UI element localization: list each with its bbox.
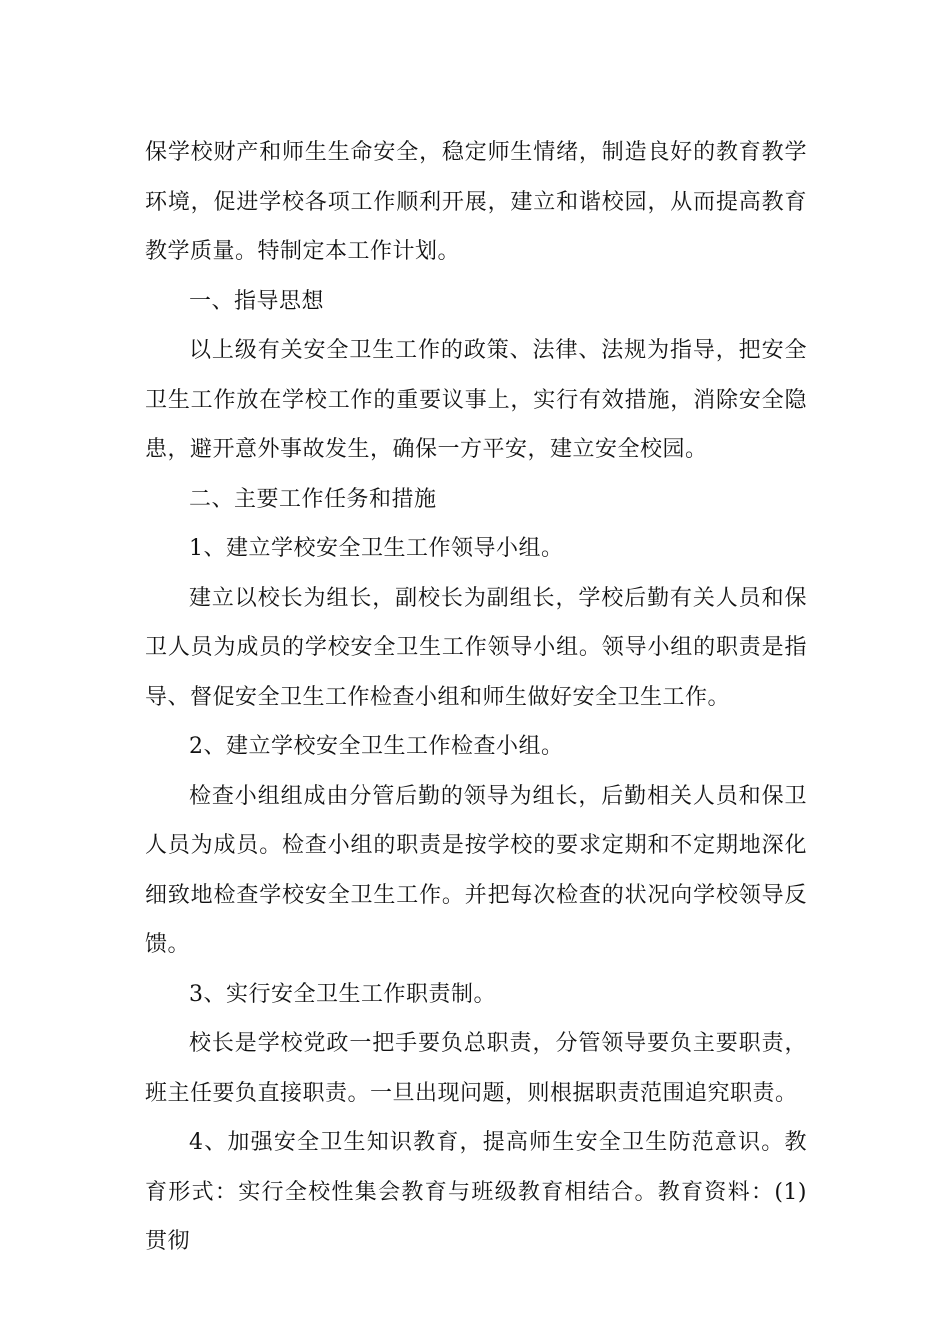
item-2-paragraph: 检查小组组成由分管后勤的领导为组长，后勤相关人员和保卫人员为成员。检查小组的职责是按学校的要求定期和不定期地深化细致地检查学校安全卫生工作。并把每次检查的状况向学校领导反馈。 [145, 783, 807, 957]
item-1-paragraph: 建立以校长为组长，副校长为副组长，学校后勤有关人员和保卫人员为成员的学校安全卫生工作领导小组。领导小组的职责是指导、督促安全卫生工作检查小组和师生做好安全卫生工作。 [145, 585, 807, 710]
item-3-heading: 3、实行安全卫生工作职责制。 [189, 981, 496, 1007]
item-4-paragraph: 4、加强安全卫生知识教育，提高师生安全卫生防范意识。教育形式：实行全校性集会教育与班级教育相结合。教育资料：(1)贯彻 [145, 1130, 807, 1254]
heading-main-tasks: 二、主要工作任务和措施 [189, 486, 437, 512]
item-1-heading: 1、建立学校安全卫生工作领导小组。 [189, 536, 564, 561]
paragraph-guiding-thought: 以上级有关安全卫生工作的政策、法律、法规为指导，把安全卫生工作放在学校工作的重要议事上，实行有效措施，消除安全隐患，避开意外事故发生，确保一方平安，建立安全校园。 [145, 338, 807, 462]
item-3-paragraph: 校长是学校党政一把手要负总职责，分管领导要负主要职责，班主任要负直接职责。一旦出现问题，则根据职责范围追究职责。 [145, 1031, 807, 1106]
paragraph-intro-continued: 保学校财产和师生生命安全，稳定师生情绪，制造良好的教育教学环境，促进学校各项工作顺利开展，建立和谐校园，从而提高教育教学质量。特制定本工作计划。 [145, 140, 807, 264]
item-2-heading: 2、建立学校安全卫生工作检查小组。 [189, 734, 564, 759]
heading-guiding-thought: 一、指导思想 [189, 288, 325, 314]
document-body [145, 128, 807, 1267]
